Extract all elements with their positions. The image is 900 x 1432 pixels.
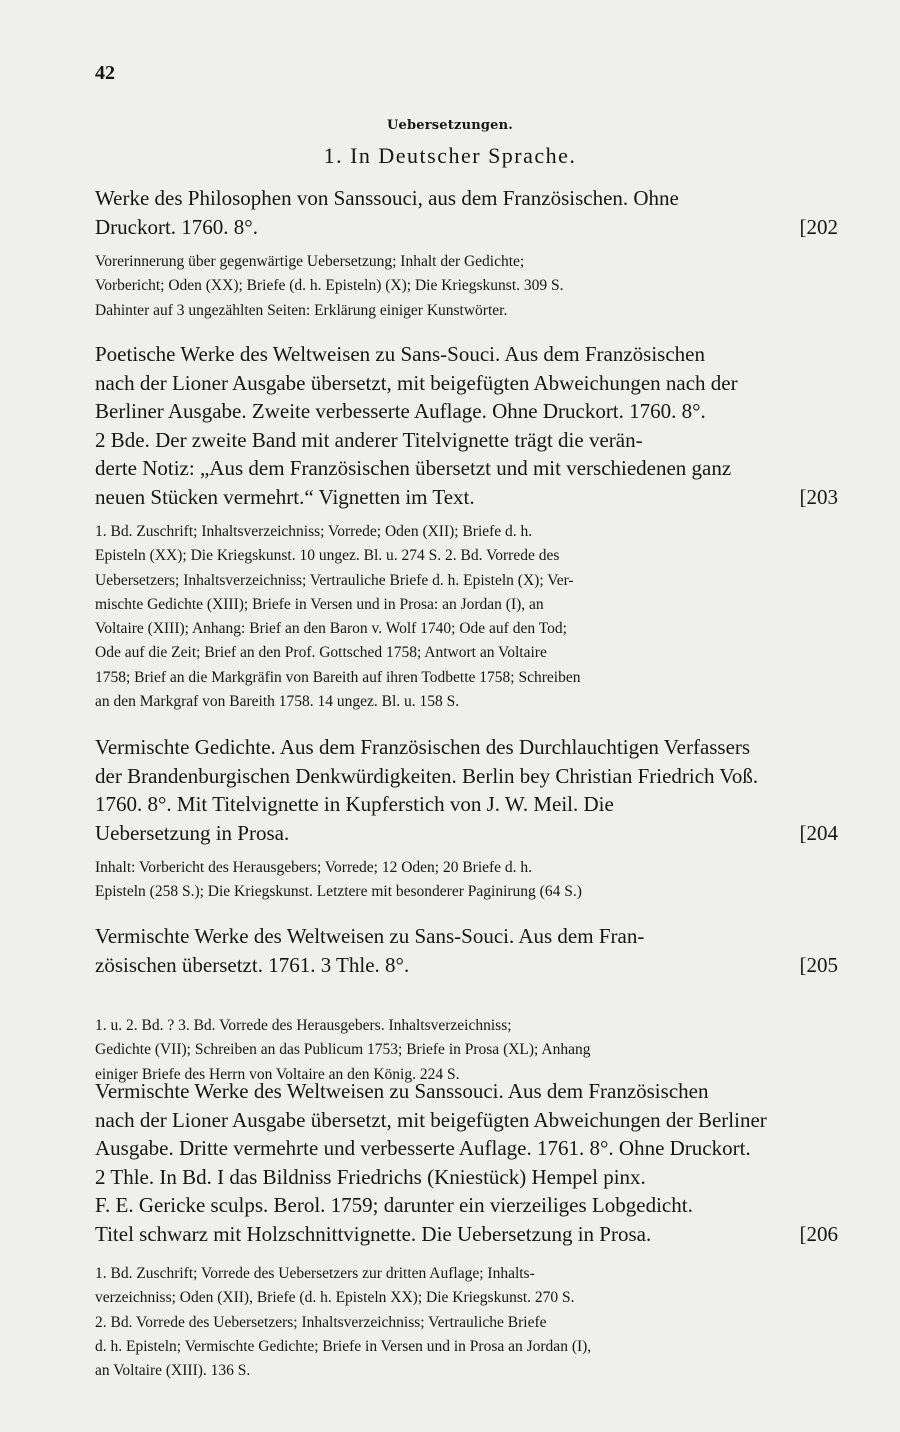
entry-number: [203 bbox=[799, 484, 838, 509]
note-line: 2. Bd. Vorrede des Uebersetzers; Inhaltsverzeichniss; Vertrauliche Briefe bbox=[95, 1313, 547, 1331]
note-line: mischte Gedichte (XIII); Briefe in Versen und in Prosa: an Jordan (I), an bbox=[95, 595, 544, 613]
note-line: 1. Bd. Zuschrift; Vorrede des Uebersetzers zur dritten Auflage; Inhalts- bbox=[95, 1265, 535, 1282]
entry-number: [205 bbox=[799, 952, 838, 977]
entry-line: neuen Stücken vermehrt.“ Vignetten im Text. [203 bbox=[95, 483, 838, 512]
note-line: verzeichniss; Oden (XII), Briefe (d. h. Episteln XX); Die Kriegskunst. 270 S. bbox=[95, 1289, 575, 1307]
entry-line: Vermischte Werke des Weltweisen zu Sans-Souci. Aus dem Fran- bbox=[95, 924, 645, 948]
entry-line: 2 Bde. Der zweite Band mit anderer Titelvignette trägt die verän- bbox=[95, 427, 643, 452]
entry-number: [202 bbox=[799, 214, 838, 239]
note-line: an den Markgraf von Bareith 1758. 14 ungez. Bl. u. 158 S. bbox=[95, 693, 460, 711]
note-203 bbox=[95, 520, 838, 714]
entry-line: Berliner Ausgabe. Zweite verbesserte Auflage. Ohne Druckort. 1760. 8°. bbox=[95, 399, 706, 423]
note-line: Gedichte (VII); Schreiben an das Publicum 1753; Briefe in Prosa (XL); Anhang bbox=[95, 1041, 591, 1059]
entry-line: F. E. Gericke sculps. Berol. 1759; darunter ein vierzeiliges Lobgedicht. bbox=[95, 1193, 693, 1217]
section-title: Uebersetzungen. bbox=[386, 118, 514, 133]
note-line: einiger Briefe des Herrn von Voltaire an den König. 224 S. bbox=[95, 1065, 460, 1083]
entry-202 bbox=[95, 184, 838, 241]
entry-line: Ausgabe. Dritte vermehrte und verbesserte Auflage. 1761. 8°. Ohne Druckort. bbox=[95, 1136, 751, 1160]
note-line: 1758; Brief an die Markgräfin von Bareith auf ihren Todbette 1758; Schreiben bbox=[95, 668, 581, 686]
entry-line: nach der Lioner Ausgabe übersetzt, mit beigefügten Abweichungen nach der bbox=[95, 370, 738, 395]
entry-line: Uebersetzung in Prosa. [204 bbox=[95, 819, 838, 848]
note-204 bbox=[95, 856, 838, 905]
entry-line: nach der Lioner Ausgabe übersetzt, mit beigefügten Abweichungen der Berliner bbox=[95, 1107, 767, 1132]
note-line: Ode auf die Zeit; Brief an den Prof. Gottsched 1758; Antwort an Voltaire bbox=[95, 644, 547, 662]
entry-line: der Brandenburgischen Denkwürdigkeiten. Berlin bey Christian Friedrich Voß. bbox=[95, 763, 759, 788]
note-205 bbox=[95, 1014, 838, 1087]
entry-204 bbox=[95, 733, 838, 847]
entry-line: Vermischte Werke des Weltweisen zu Sanssouci. Aus dem Französischen bbox=[95, 1079, 709, 1103]
entry-line: Druckort. 1760. 8°. [202 bbox=[95, 213, 838, 242]
note-line: Inhalt: Vorbericht des Herausgebers; Vorrede; 12 Oden; 20 Briefe d. h. bbox=[95, 859, 533, 876]
entry-203 bbox=[95, 340, 838, 511]
note-line: Dahinter auf 3 ungezählten Seiten: Erklärung einiger Kunstwörter. bbox=[95, 301, 508, 319]
entry-line: Werke des Philosophen von Sanssouci, aus dem Französischen. Ohne bbox=[95, 186, 679, 210]
entry-line: zösischen übersetzt. 1761. 3 Thle. 8°. [205 bbox=[95, 951, 838, 980]
entry-line: 1760. 8°. Mit Titelvignette in Kupferstich von J. W. Meil. Die bbox=[95, 792, 614, 816]
note-line: Voltaire (XIII); Anhang: Brief an den Baron v. Wolf 1740; Ode auf den Tod; bbox=[95, 620, 567, 638]
entry-line: 2 Thle. In Bd. I das Bildniss Friedrichs (Kniestück) Hempel pinx. bbox=[95, 1164, 646, 1189]
entry-line: derte Notiz: „Aus dem Französischen übersetzt und mit verschiedenen ganz bbox=[95, 456, 732, 480]
note-line: Episteln (XX); Die Kriegskunst. 10 ungez. Bl. u. 274 S. 2. Bd. Vorrede des bbox=[95, 547, 560, 565]
entry-line: Vermischte Gedichte. Aus dem Französischen des Durchlauchtigen Verfassers bbox=[95, 735, 751, 759]
note-line: Vorbericht; Oden (XX); Briefe (d. h. Episteln) (X); Die Kriegskunst. 309 S. bbox=[95, 277, 564, 295]
page-number: 42 bbox=[95, 62, 115, 84]
entry-205 bbox=[95, 922, 838, 979]
note-202 bbox=[95, 250, 838, 323]
note-line: an Voltaire (XIII). 136 S. bbox=[95, 1362, 251, 1380]
entry-206 bbox=[95, 1077, 838, 1248]
note-line: Vorerinnerung über gegenwärtige Uebersetzung; Inhalt der Gedichte; bbox=[95, 253, 525, 270]
note-line: Uebersetzers; Inhaltsverzeichniss; Vertrauliche Briefe d. h. Episteln (X); Ver- bbox=[95, 571, 574, 589]
entry-line: Poetische Werke des Weltweisen zu Sans-Souci. Aus dem Französischen bbox=[95, 342, 705, 366]
note-line: 1. u. 2. Bd. ? 3. Bd. Vorrede des Herausgebers. Inhaltsverzeichniss; bbox=[95, 1017, 512, 1034]
entry-number: [206 bbox=[799, 1221, 838, 1246]
note-line: Episteln (258 S.); Die Kriegskunst. Letztere mit besonderer Paginirung (64 S.) bbox=[95, 883, 582, 901]
note-206 bbox=[95, 1262, 838, 1383]
note-line: d. h. Episteln; Vermischte Gedichte; Briefe in Versen und in Prosa an Jordan (I), bbox=[95, 1337, 592, 1355]
entry-number: [204 bbox=[799, 820, 838, 845]
section-subtitle: 1. In Deutscher Sprache. bbox=[323, 143, 577, 168]
entry-line: Titel schwarz mit Holzschnittvignette. Die Uebersetzung in Prosa. [206 bbox=[95, 1220, 838, 1249]
note-line: 1. Bd. Zuschrift; Inhaltsverzeichniss; Vorrede; Oden (XII); Briefe d. h. bbox=[95, 523, 533, 540]
